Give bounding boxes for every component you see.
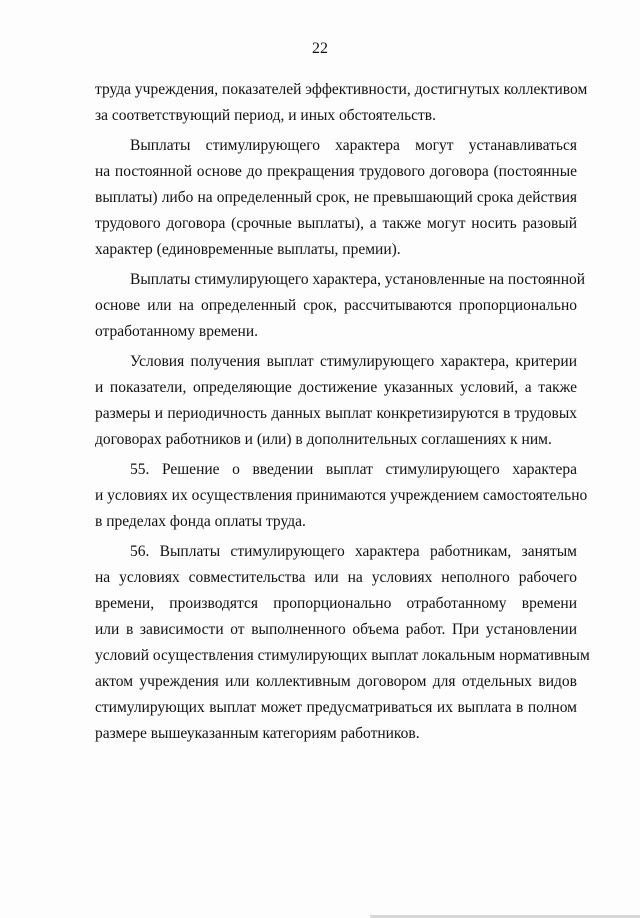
paragraph: [95, 133, 577, 263]
text-line: на постоянной основе до прекращения трудового договора (постоянные: [95, 163, 577, 180]
text-line: Выплаты стимулирующего характера могут устанавливаться: [130, 137, 577, 154]
paragraph: [95, 457, 588, 535]
text-line: стимулирующих выплат может предусматриваться их выплата в полном: [95, 699, 577, 716]
text-line: Условия получения выплат стимулирующего характера, критерии: [130, 353, 577, 370]
text-line: за соответствующий период, и иных обстоятельств.: [95, 107, 436, 124]
paragraph: [95, 539, 590, 747]
text-line: отработанному времени.: [95, 323, 258, 340]
text-line: размере вышеуказанным категориям работников.: [95, 725, 420, 742]
text-line: Выплаты стимулирующего характера, установленные на постоянной: [130, 271, 586, 288]
text-line: актом учреждения или коллективным договором для отдельных видов: [95, 673, 577, 690]
text-line: договорах работников и (или) в дополнительных соглашениях к ним.: [95, 431, 552, 448]
text-line: и показатели, определяющие достижение указанных условий, а также: [95, 379, 577, 396]
text-line: 55. Решение о введении выплат стимулирующего характера: [130, 461, 577, 478]
paragraph: [95, 77, 588, 129]
text-line: времени, производятся пропорционально отработанному времени: [95, 595, 577, 612]
text-line: или в зависимости от выполненного объема работ. При установлении: [95, 621, 577, 638]
text-line: характер (единовременные выплаты, премии).: [95, 241, 401, 258]
text-line: на условиях совместительства или на условиях неполного рабочего: [95, 569, 577, 586]
text-line: трудового договора (срочные выплаты), а также могут носить разовый: [95, 215, 577, 232]
text-line: в пределах фонда оплаты труда.: [95, 513, 306, 530]
paragraph: [95, 267, 586, 345]
paragraph: [95, 349, 577, 453]
page-number: 22: [312, 40, 328, 57]
text-line: труда учреждения, показателей эффективности, достигнутых коллективом: [95, 81, 588, 98]
document-body: [95, 77, 590, 751]
text-line: условий осуществления стимулирующих выплат локальным нормативным: [95, 647, 590, 664]
text-line: основе или на определенный срок, рассчитываются пропорционально: [95, 297, 577, 314]
text-line: 56. Выплаты стимулирующего характера работникам, занятым: [130, 543, 577, 560]
text-line: выплаты) либо на определенный срок, не превышающий срока действия: [95, 189, 577, 206]
text-line: размеры и периодичность данных выплат конкретизируются в трудовых: [95, 405, 577, 422]
text-line: и условиях их осуществления принимаются учреждением самостоятельно: [95, 487, 588, 504]
